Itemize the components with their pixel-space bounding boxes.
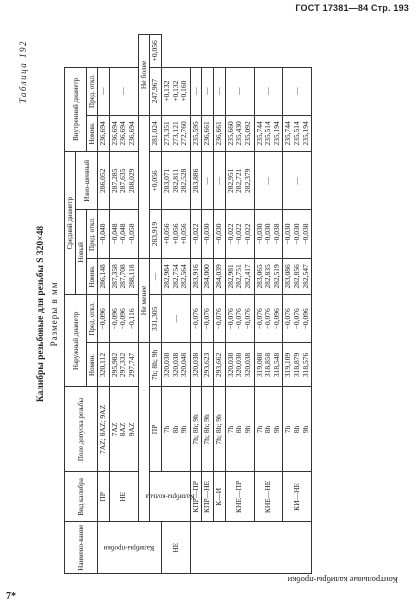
table-row [150, 35, 162, 574]
cell-i-nom: 273,351 273,121 272,760 [161, 115, 190, 152]
col-outer-dev: Пред. откл. [87, 295, 98, 343]
cell-i-dev: — [109, 67, 138, 115]
cell-tol: 7h; 8h; 9h [214, 387, 226, 472]
table-body [98, 35, 312, 574]
col-outer: Наружный диаметр [65, 295, 87, 387]
cell-i-dev: +0,132 +0,132 +0,160 [161, 67, 190, 115]
group-label-text: Калибры-кольца [145, 492, 195, 501]
cell-m-worn: 282,951 282,721 282,379 [225, 152, 254, 210]
cell-tol: 7h 8h 9h [283, 387, 312, 472]
cell-m-dev: −0,022 −0,022 −0,022 [225, 210, 254, 258]
col-inner: Внутренний диаметр [65, 67, 87, 152]
cell-o-dev: −0,076 [190, 295, 202, 343]
cell-m-worn: 286,052 [98, 152, 110, 210]
cell-i-dev: — [190, 67, 202, 115]
cell-m-worn: 281,024 [150, 115, 162, 152]
col-tolerance: Поле допуска резьбы [65, 387, 98, 472]
cell-o-dev: −0,076 −0,076 −0,096 [254, 295, 283, 343]
cell-i-nom: 235,660 235,430 235,092 [225, 115, 254, 152]
cell-tol: 7h; 8h; 9h [190, 387, 202, 472]
cell-o-nom: 293,623 [202, 343, 214, 387]
group-label-text: Калибры-пробки [103, 543, 155, 552]
cell-m-nom: 287,358 287,708 288,118 [109, 258, 138, 295]
cell-o-dev: — [161, 295, 190, 343]
cell-note-inner: Не более [138, 35, 150, 116]
col-middle: Средний диаметр [65, 152, 76, 295]
cell-i-dev: — [225, 67, 254, 115]
cell-o-dev: −0,096 [98, 295, 110, 343]
cell-type: ПР [98, 472, 110, 522]
cell-o-nom: 295,982 297,332 297,747 [109, 343, 138, 387]
cell-tol: 7AZ; 8AZ; 9AZ [98, 387, 110, 472]
table-row [98, 35, 110, 574]
cell-o-nom: 320,038 [190, 343, 202, 387]
cell-m-worn: — [214, 152, 226, 210]
col-inner-dev: Пред. откл. [87, 67, 98, 115]
cell-o-nom: 320,038 320,038 320,048 [161, 343, 190, 387]
cell-m-worn: 283,071 282,811 282,528 [161, 152, 190, 210]
cell-m-nom: 283,919 [150, 210, 162, 258]
cell-o-dev: −0,076 [214, 295, 226, 343]
cell-tol: 7AZ 8AZ 9AZ [109, 387, 138, 472]
cell-i-dev: — [214, 67, 226, 115]
gauge-table [64, 34, 312, 574]
cell-m-dev: −0,030 [202, 210, 214, 258]
cell-note-outer: Не менее [138, 258, 150, 343]
cell-i-nom: 235,744 235,514 235,194 [254, 115, 283, 152]
cell-m-worn: — [254, 152, 283, 210]
col-middle-dev: Пред. откл. [87, 210, 98, 258]
page-header: ГОСТ 17381—84 Стр. 193 [295, 3, 409, 13]
cell-i-nom: 235,744 235,514 235,194 [283, 115, 312, 152]
col-new: Новый [76, 210, 87, 295]
cell-o-nom: 293,662 [214, 343, 226, 387]
cell-i-dev: — [98, 67, 110, 115]
col-outer-nom: Номин. [87, 343, 98, 387]
cell-type: ПР [150, 387, 162, 472]
cell-m-dev: −0,022 [190, 210, 202, 258]
cell-m-dev: −0,030 −0,030 −0,038 [254, 210, 283, 258]
cell-m-nom: 284,039 [214, 258, 226, 295]
cell-type: НЕ [161, 522, 190, 574]
cell-m-nom: 286,148 [98, 258, 110, 295]
cell-i-dev: — [254, 67, 283, 115]
cell-type: КИ—НЕ [283, 472, 312, 522]
cell-o-nom: 319,109 318,879 318,576 [283, 343, 312, 387]
cell-type: КНЕ—ПР [225, 472, 254, 522]
cell-m-nom: 282,981 282,751 282,417 [225, 258, 254, 295]
cell-o-dev: −0,076 −0,076 −0,096 [283, 295, 312, 343]
cell-o-dev: −0,076 −0,076 −0,076 [225, 295, 254, 343]
cell-m-worn: — [202, 152, 214, 210]
cell-m-dev: +0,056 [150, 152, 162, 210]
cell-i-nom: 236,694 236,694 236,694 [109, 115, 138, 152]
rotated-table-block [18, 30, 406, 590]
cell-tol: 7h 8h 9h [161, 387, 190, 472]
cell-m-dev: −0,048 [98, 210, 110, 258]
cell-m-worn: 287,285 287,635 288,029 [109, 152, 138, 210]
col-worn: Изно-шенный [76, 152, 98, 210]
cell-i-nom: 236,661 [214, 115, 226, 152]
cell-empty [138, 115, 150, 258]
cell-m-dev: −0,048 −0,048 −0,058 [109, 210, 138, 258]
cell-i-nom: 235,595 [190, 115, 202, 152]
cell-m-nom: 283,065 282,835 282,519 [254, 258, 283, 295]
table-row [214, 35, 226, 574]
cell-m-nom: 283,916 [190, 258, 202, 295]
col-middle-nom: Номин. [87, 258, 98, 295]
cell-i-nom: 236,661 [202, 115, 214, 152]
cell-o-nom: 320,112 [98, 343, 110, 387]
col-type: Вид калибра [65, 472, 98, 522]
cell-tol: 7h 8h 9h [254, 387, 283, 472]
cell-tol: 7h; 8h; 9h [202, 387, 214, 472]
cell-m-nom: 282,984 282,754 282,564 [161, 258, 190, 295]
cell-i-dev: +0,056 [150, 35, 162, 68]
cell-m-dev: −0,030 −0,030 −0,038 [283, 210, 312, 258]
table-row [109, 35, 138, 574]
cell-type: К—И [214, 472, 226, 522]
table-title: Калибры резьбовые для резьбы S 320×48 [36, 225, 46, 403]
table-row [202, 35, 214, 574]
cell-m-worn: — [283, 152, 312, 210]
cell-i-nom: 236,694 [98, 115, 110, 152]
cell-o-nom: 320,038 320,038 320,038 [225, 343, 254, 387]
cell-i-nom: 247,967 [150, 67, 162, 115]
side-label: Контрольные калибры-пробки [287, 575, 398, 585]
side-label-box [188, 574, 406, 596]
group-label [98, 522, 162, 574]
cell-type: НЕ [109, 472, 138, 522]
cell-type: КНЕ—НЕ [254, 472, 283, 522]
cell-o-nom: 319,088 318,858 318,548 [254, 343, 283, 387]
cell-type: КПР—НЕ [202, 472, 214, 522]
page-number: 7* [6, 591, 16, 602]
captions [18, 34, 62, 594]
cell-m-worn: 283,886 [190, 152, 202, 210]
cell-type: КПР—ПР [190, 472, 202, 522]
cell-m-dev: −0,030 [214, 210, 226, 258]
cell-i-dev: — [202, 67, 214, 115]
cell-o-dev: −0,096 −0,096 −0,116 [109, 295, 138, 343]
col-inner-nom: Номин. [87, 115, 98, 152]
col-name: Наимено-вание [65, 522, 98, 574]
cell-tol: 7h; 8h; 9h [150, 343, 162, 387]
cell-o-nom: 331,305 [150, 295, 162, 343]
cell-m-dev: +0,056 +0,056 +0,056 [161, 210, 190, 258]
table-number: Таблица 192 [18, 40, 28, 104]
cell-o-dev: −0,076 [202, 295, 214, 343]
table-row [283, 35, 312, 574]
cell-m-nom: 284,000 [202, 258, 214, 295]
group-label-empty [190, 522, 312, 574]
cell-m-nom: 283,086 282,856 282,547 [283, 258, 312, 295]
table-row [225, 35, 254, 574]
cell-i-dev: — [283, 67, 312, 115]
table-row [254, 35, 283, 574]
cell-tol: 7h 8h 9h [225, 387, 254, 472]
cell-o-dev: — [150, 258, 162, 295]
table-subtitle: Размеры в мм [49, 281, 59, 347]
